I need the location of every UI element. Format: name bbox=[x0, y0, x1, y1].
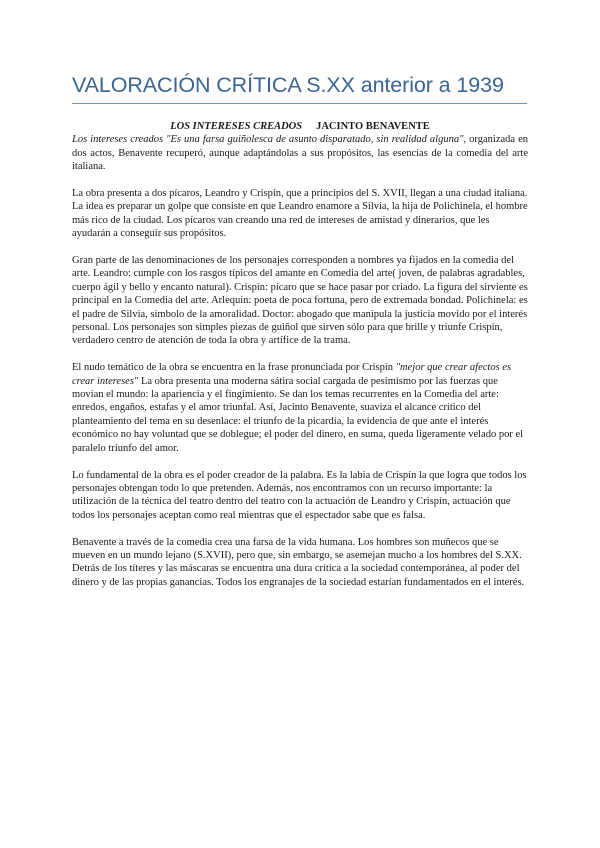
theme-text-before: El nudo temático de la obra se encuentra en la frase pronunciada por Crispín bbox=[72, 362, 396, 374]
work-author: JACINTO BENAVENTE bbox=[316, 121, 430, 132]
paragraph-language: Lo fundamental de la obra es el poder creador de la palabra. Es la labia de Crispín la que logra que todos los personajes obtengan todo lo que pretenden. Además, nos encontramos con un recurso importante: la utilización de la técnica del teatro dentro del teatro con la actuación de Leandro y Crispín, actuación que todos los personajes aceptan como real mientras que el espectador sabe que es falsa. bbox=[72, 469, 527, 521]
paragraph-plot: La obra presenta a dos pícaros, Leandro y Crispín, que a principios del S. XVII, llegan a una ciudad italiana. La idea es preparar un golpe que consiste en que Leandro enamore a Silvia, la hija de Polichinela, el hombre más rico de la ciudad. Los pícaros van creando una red de intereses de amistad y dinerarios, que les ayudarán a conseguir sus propósitos. bbox=[72, 188, 528, 240]
intro-paragraph bbox=[72, 133, 528, 173]
title-underline bbox=[72, 103, 527, 104]
document-body bbox=[72, 120, 528, 603]
intro-text: , organizada en dos actos, Benavente recuperó, aunque adaptándolas a sus propósitos, las esencias de la comedia del arte italiana. bbox=[72, 134, 528, 173]
work-title: LOS INTERESES CREADOS bbox=[170, 121, 303, 132]
theme-text-after: La obra presenta una moderna sátira social cargada de pesimismo por las fuerzas que movían el mundo: la apariencia y el fingimiento. Se dan los temas recurrentes en la Comedia del arte: enredos, engaños, estafas y el amor triunfal. Así, Jacinto Benavente, suaviza el alcance crítico del planteamiento del tema en su desenlace: el triunfo de la picardía, la evidencia de que ante el interés económico no hay voluntad que se doblegue; el poder del dinero, en suma, queda ligeramente velado por el paralelo triunfo del amor. bbox=[72, 375, 524, 454]
paragraph-conclusion: Benavente a través de la comedia crea una farsa de la vida humana. Los hombres son muñecos que se mueven en un mundo lejano (S.XVII), pero que, sin embargo, se asemejan mucho a los hombres del S.XX. Detrás de los títeres y las máscaras se encuentra una dura crítica a la sociedad contemporánea, al poder del dinero y de las propias ganancias. Todos los engranajes de la sociedad estarían fundamentados en el interés. bbox=[72, 536, 525, 588]
page-title: VALORACIÓN CRÍTICA S.XX anterior a 1939 bbox=[72, 73, 504, 97]
paragraph-theme bbox=[72, 361, 528, 455]
theme-quote: "mejor que crear afectos es crear intereses" bbox=[72, 362, 512, 387]
work-heading bbox=[72, 120, 528, 133]
paragraph-characters: Gran parte de las denominaciones de los personajes corresponden a nombres ya fijados en la comedia del arte. Leandro: cumple con los rasgos típicos del amante en Comedia del arte( joven, de palabras agradables, cuerpo ágil y bello y encanto natural). Crispín: pícaro que se hace pasar por criado. La figura del sirviente es principal en la Comedia del arte. Arlequín: poeta de poca fortuna, pero de extremada bondad. Polichinela: es el padre de Silvia, símbolo de la amoralidad. Doctor: abogado que manipula la justicia movido por el interés personal. Los personajes son simples piezas de guiñol que sirven sólo para que brille y triunfe Crispín, verdadero centro de atención de toda la obra y artífice de la trama. bbox=[72, 255, 528, 347]
intro-quote: Los intereses creados "Es una farsa guiñolesca de asunto disparatado, sin realidad alguna" bbox=[72, 134, 464, 146]
